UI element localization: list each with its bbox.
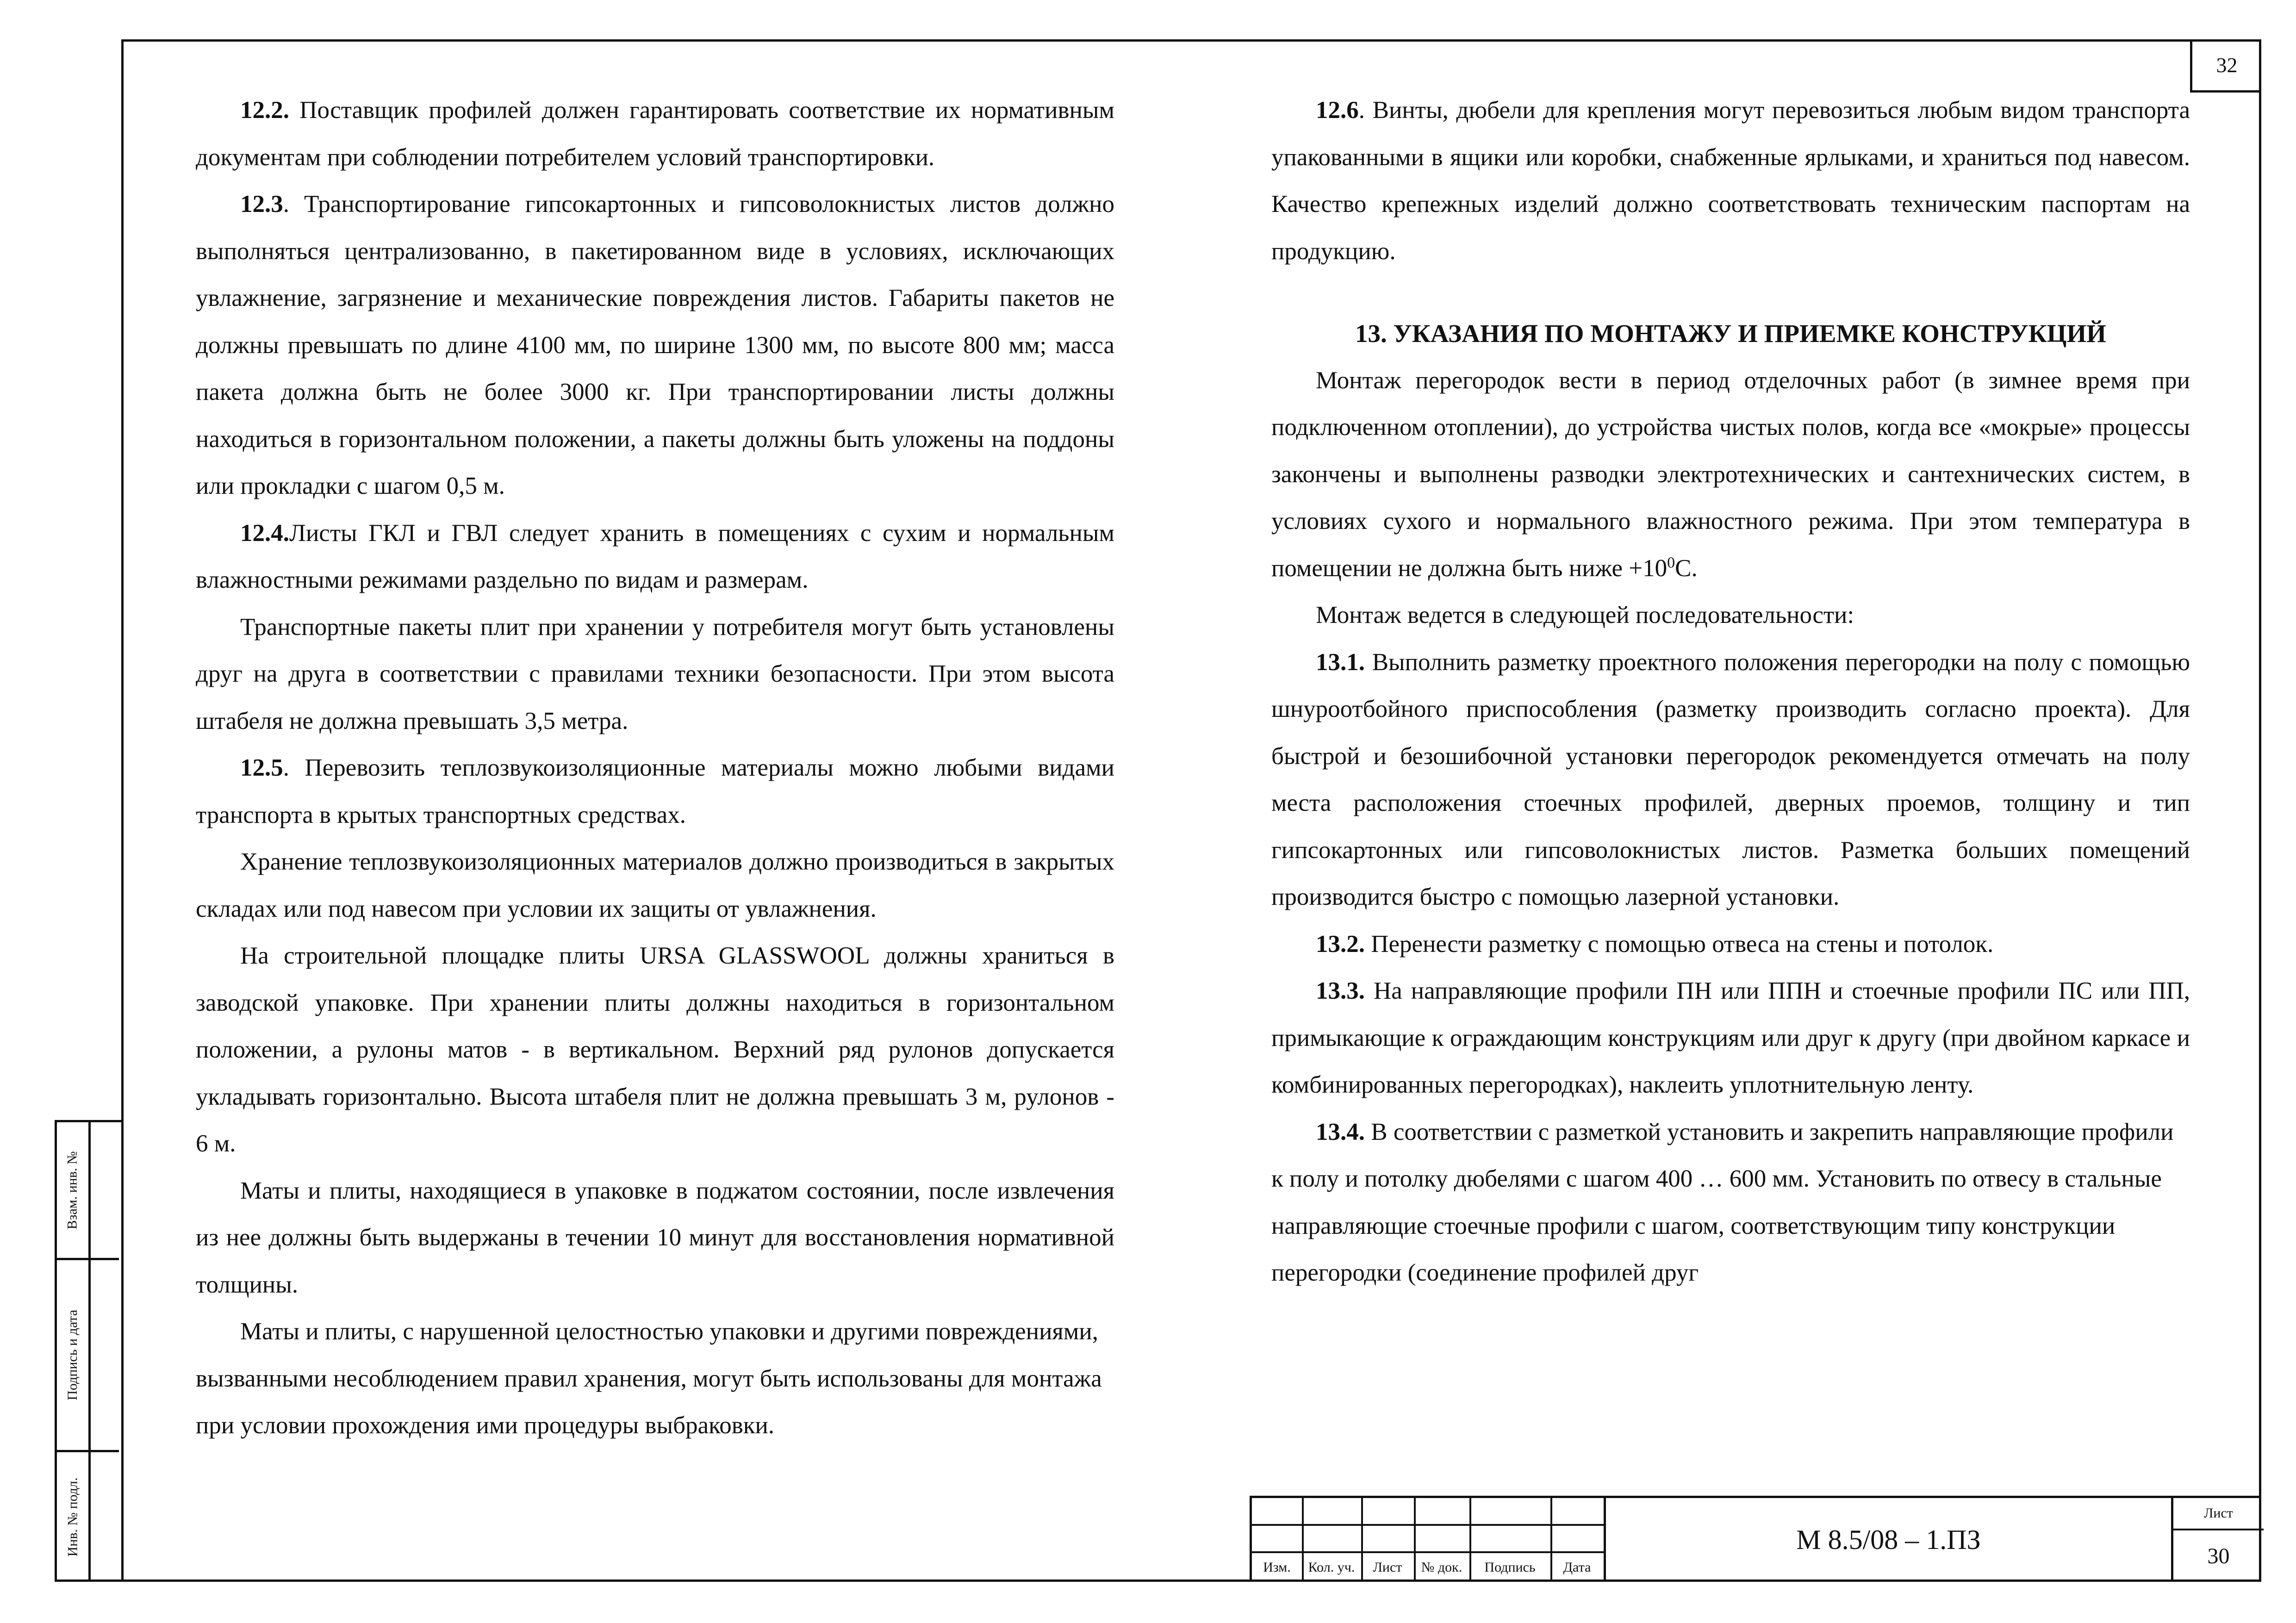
paragraph-text-end: С. [1675, 554, 1698, 582]
paragraph-ursa-storage [196, 933, 1114, 1168]
paragraph-12-6 [1271, 87, 2190, 275]
paragraph-number: 12.2. [240, 97, 289, 124]
paragraph-storage-stacking [196, 604, 1114, 745]
paragraph-number: 12.4. [240, 519, 289, 547]
paragraph-text: Листы ГКЛ и ГВЛ следует хранить в помещениях с сухим и нормальным влажностными режимами раздельно по видам и размерам. [196, 519, 1114, 593]
col-label-kol: Кол. уч. [1308, 1560, 1355, 1575]
paragraph-13-1 [1271, 639, 2190, 921]
side-stamp [55, 1120, 121, 1582]
side-stamp-label-podpis: Подпись и дата [65, 1310, 81, 1400]
paragraph-text: . Винты, дюбели для крепления могут перевозиться любым видом транспорта упакованными в ящики или коробки, снабженные ярлыками, и храниться под навесом. Качество крепежных изделий должно соответствовать техническим паспортам на продукцию. [1271, 97, 2190, 265]
paragraph-mats-compressed [196, 1168, 1114, 1309]
paragraph-number: 13.2. [1316, 930, 1365, 958]
right-column [1271, 87, 2190, 1297]
paragraph-number: 13.3. [1316, 977, 1365, 1004]
paragraph-12-2 [196, 87, 1114, 181]
paragraph-text: Перенести разметку с помощью отвеса на стены и потолок. [1365, 930, 1994, 958]
paragraph-text: Выполнить разметку проектного положения перегородки на полу с помощью шнуроотбойного приспособления (разметку производить согласно проекта). Для быстрой и безошибочной установки перегородок рекомендуется отмечать на полу места расположения стоечных профилей, дверных проемов, толщину и тип гипсокартонных или гипсоволокнистых листов. Разметка больших помещений производится быстро с помощью лазерной установки. [1271, 648, 2190, 910]
col-label-list: Лист [1373, 1560, 1402, 1575]
paragraph-number: 13.1. [1316, 648, 1365, 676]
col-label-podpis: Подпись [1484, 1560, 1536, 1575]
left-column [196, 87, 1114, 1449]
paragraph-insulation-storage [196, 839, 1114, 933]
col-label-doc: № док. [1421, 1560, 1462, 1575]
paragraph-text: Транспортные пакеты плит при хранении у потребителя могут быть установлены друг на друга в соответствии с правилами техники безопасности. При этом высота штабеля не должна превышать 3,5 метра. [196, 613, 1114, 734]
paragraph-13-3 [1271, 968, 2190, 1109]
paragraph-13-4 [1271, 1109, 2190, 1297]
sheet-number: 30 [2207, 1544, 2230, 1568]
sheet-label: Лист [2173, 1498, 2264, 1530]
paragraph-text: Поставщик профилей должен гарантировать соответствие их нормативным документам при соблюдении потребителем условий транспортировки. [196, 97, 1114, 171]
paragraph-13-2 [1271, 921, 2190, 968]
paragraph-number: 13.4. [1316, 1118, 1365, 1145]
paragraph-text: На строительной площадке плиты URSA GLASSWOOL должны храниться в заводской упаковке. При хранении плиты должны находиться в горизонтальном положении, а рулоны матов - в вертикальном. Верхний ряд рулонов допускается укладывать горизонтально. Высота штабеля плит не должна превышать 3 м, рулонов - 6 м. [196, 942, 1114, 1157]
paragraph-text: В соответствии с разметкой установить и закрепить направляющие профили к полу и потолку дюбелями с шагом 400 … 600 мм. Установить по отвесу в стальные направляющие стоечные профили с шагом, соответствующим типу конструкции перегородки (соединение профилей друг [1271, 1118, 2174, 1286]
section-spacer [1271, 275, 2190, 310]
col-label-data: Дата [1563, 1560, 1591, 1575]
col-label-izm: Изм. [1263, 1560, 1291, 1575]
paragraph-text: Маты и плиты, находящиеся в упаковке в поджатом состоянии, после извлечения из нее должны быть выдержаны в течении 10 минут для восстановления нормативной толщины. [196, 1177, 1114, 1298]
document-code: М 8.5/08 – 1.ПЗ [1604, 1498, 2171, 1582]
paragraph-number: 12.5 [240, 754, 283, 781]
paragraph-number: 12.3 [240, 191, 283, 218]
paragraph-installation-intro [1271, 357, 2190, 592]
paragraph-12-3 [196, 181, 1114, 510]
paragraph-12-4 [196, 510, 1114, 604]
paragraph-mats-damaged [196, 1308, 1114, 1449]
paragraph-sequence [1271, 592, 2190, 639]
paragraph-text: Хранение теплозвукоизоляционных материалов должно производиться в закрытых складах или под навесом при условии их защиты от увлажнения. [196, 848, 1114, 922]
paragraph-12-5 [196, 745, 1114, 839]
page-number: 32 [2216, 53, 2238, 77]
paragraph-number: 12.6 [1316, 97, 1359, 124]
paragraph-text: Монтаж перегородок вести в период отделочных работ (в зимнее время при подключенном отоплении), до устройства чистых полов, когда все «мокрые» процессы закончены и выполнены разводки электротехнических и сантехнических систем, в условиях сухого и нормального влажностного режима. При этом температура в помещении не должна быть ниже +10 [1271, 367, 2190, 582]
paragraph-text: . Перевозить теплозвукоизоляционные материалы можно любыми видами транспорта в крытых транспортных средствах. [196, 754, 1114, 828]
paragraph-text: Маты и плиты, с нарушенной целостностью упаковки и другими повреждениями, вызванными несоблюдением правил хранения, могут быть использованы для монтажа при условии прохождения ими процедуры выбраковки. [196, 1318, 1102, 1439]
title-block [1250, 1496, 2261, 1582]
side-stamp-label-vzam: Взам. инв. № [65, 1150, 80, 1230]
paragraph-text: На направляющие профили ПН или ППН и стоечные профили ПС или ПП, примыкающие к ограждающим конструкциям или друг к другу (при двойном каркасе и комбинированных перегородках), наклеить уплотнительную ленту. [1271, 977, 2190, 1098]
page-number-box [2190, 39, 2261, 93]
degree-superscript: 0 [1667, 553, 1675, 571]
title-block-grid [1252, 1498, 1604, 1582]
section-heading: 13. УКАЗАНИЯ ПО МОНТАЖУ И ПРИЕМКЕ КОНСТРУКЦИЙ [1355, 319, 2106, 348]
side-stamp-label-inv: Инв. № подл. [65, 1477, 80, 1557]
paragraph-text: . Транспортирование гипсокартонных и гипсоволокнистых листов должно выполняться централизованно, в пакетированном виде в условиях, исключающих увлажнение, загрязнение и механические повреждения листов. Габариты пакетов не должны превышать по длине 4100 мм, по ширине 1300 мм, по высоте 800 мм; масса пакета должна быть не более 3000 кг. При транспортировании листы должны находиться в горизонтальном положении, а пакеты должны быть уложены на поддоны или прокладки с шагом 0,5 м. [196, 191, 1114, 499]
sheet-cell [2171, 1498, 2264, 1582]
paragraph-text: Монтаж ведется в следующей последовательности: [1316, 602, 1854, 628]
